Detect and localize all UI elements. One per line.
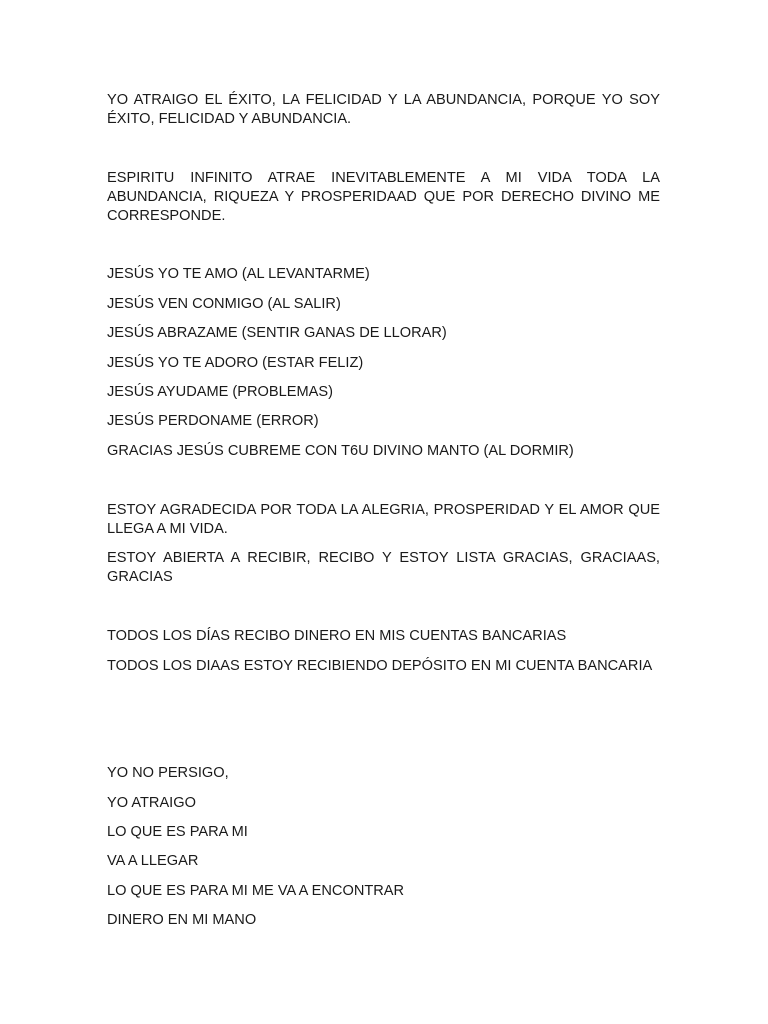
affirmation-daily-money: TODOS LOS DÍAS RECIBO DINERO EN MIS CUENTAS BANCARIAS [107,628,567,644]
closing-line: YO ATRAIGO [107,795,196,811]
jesus-line: JESÚS ABRAZAME (SENTIR GANAS DE LLORAR) [107,325,447,341]
closing-line: LO QUE ES PARA MI [107,824,248,840]
affirmation-success: YO ATRAIGO EL ÉXITO, LA FELICIDAD Y LA ABUNDANCIA, PORQUE YO SOY ÉXITO, FELICIDAD Y ABUNDANCIA. [107,92,660,127]
closing-line: VA A LLEGAR [107,853,199,869]
closing-line: LO QUE ES PARA MI ME VA A ENCONTRAR [107,883,405,899]
affirmation-open-to-receive: ESTOY ABIERTA A RECIBIR, RECIBO Y ESTOY LISTA GRACIAS, GRACIAAS, GRACIAS [107,550,660,585]
closing-line: DINERO EN MI MANO [107,912,257,928]
affirmation-grateful: ESTOY AGRADECIDA POR TODA LA ALEGRIA, PROSPERIDAD Y EL AMOR QUE LLEGA A MI VIDA. [107,502,660,537]
jesus-line: JESÚS YO TE ADORO (ESTAR FELIZ) [107,355,364,371]
jesus-line: GRACIAS JESÚS CUBREME CON T6U DIVINO MANTO (AL DORMIR) [107,443,574,459]
jesus-line: JESÚS AYUDAME (PROBLEMAS) [107,384,333,400]
affirmation-deposits: TODOS LOS DIAAS ESTOY RECIBIENDO DEPÓSITO EN MI CUENTA BANCARIA [107,658,653,674]
jesus-line: JESÚS YO TE AMO (AL LEVANTARME) [107,266,370,282]
jesus-line: JESÚS PERDONAME (ERROR) [107,413,319,429]
affirmation-infinite-spirit: ESPIRITU INFINITO ATRAE INEVITABLEMENTE A MI VIDA TODA LA ABUNDANCIA, RIQUEZA Y PROSPERIDAAD QUE POR DERECHO DIVINO ME CORRESPONDE. [107,170,660,224]
jesus-line: JESÚS VEN CONMIGO (AL SALIR) [107,296,341,312]
closing-line: YO NO PERSIGO, [107,765,229,781]
